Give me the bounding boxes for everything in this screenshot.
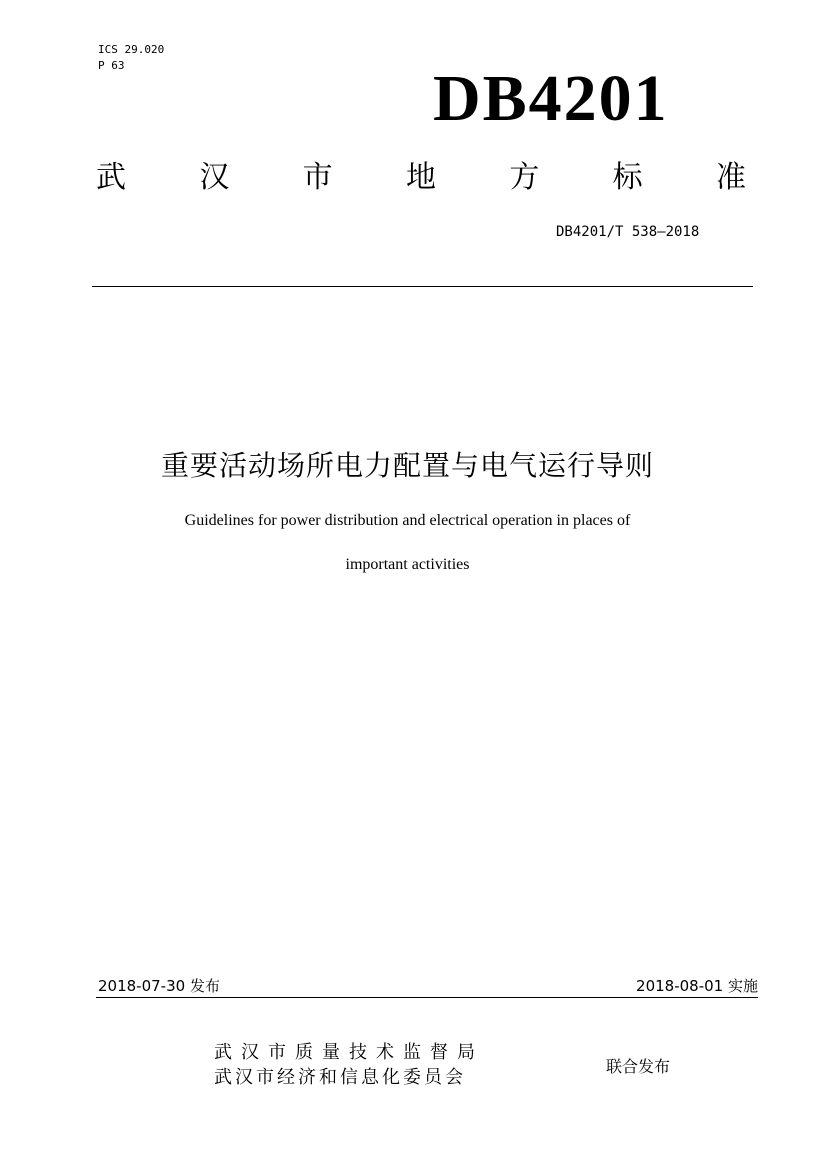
issuer-economy-commission: 武汉市经济和信息化委员会 xyxy=(214,1067,466,1088)
standard-type xyxy=(96,160,746,196)
document-number: DB4201/T 538—2018 xyxy=(556,224,700,240)
title-english-line-1: Guidelines for power distribution and electrical operation in places of xyxy=(184,512,631,529)
standard-type-char: 标 xyxy=(612,160,643,195)
standard-code: DB4201 xyxy=(433,62,669,135)
title-chinese: 重要活动场所电力配置与电气运行导则 xyxy=(160,449,654,482)
joint-issue-label: 联合发布 xyxy=(606,1057,671,1076)
issuing-authorities xyxy=(214,1040,484,1090)
standard-type-char: 方 xyxy=(509,160,540,195)
ccs-code: P 63 xyxy=(98,59,125,72)
standard-type-char: 武 xyxy=(96,160,126,195)
footer-divider xyxy=(96,997,758,998)
ics-code: ICS 29.020 xyxy=(98,43,165,56)
header-divider xyxy=(92,286,753,287)
implementation-date: 2018-08-01 实施 xyxy=(636,977,758,995)
title-english-line-2: important activities xyxy=(345,556,470,573)
issue-date: 2018-07-30 发布 xyxy=(98,977,220,995)
classification-codes xyxy=(98,42,164,74)
standard-type-char: 市 xyxy=(302,160,333,195)
standard-type-char: 汉 xyxy=(199,160,230,195)
standard-type-char: 准 xyxy=(715,160,746,195)
standard-type-char: 地 xyxy=(405,160,436,195)
issuer-quality-bureau: 武汉市质量技术监督局 xyxy=(214,1042,484,1063)
